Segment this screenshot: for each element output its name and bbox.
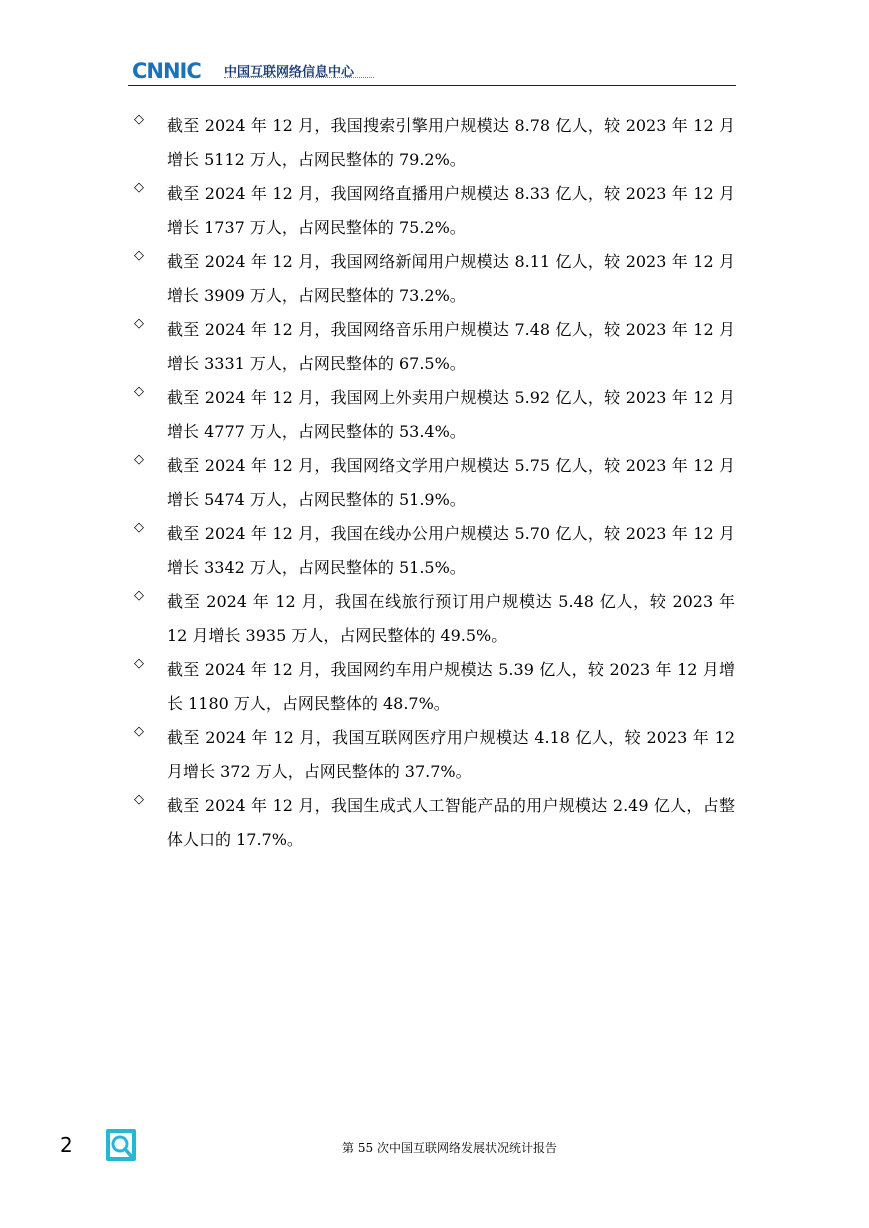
diamond-bullet-icon: ◇ (134, 112, 144, 127)
list-item-text: 截至 2024 年 12 月，我国互联网医疗用户规模达 4.18 亿人，较 2023 年 12 月增长 372 万人，占网民整体的 37.7%。 (167, 728, 735, 781)
page-number: 2 (60, 1133, 73, 1157)
diamond-bullet-icon: ◇ (134, 520, 144, 535)
statistics-list (134, 109, 736, 857)
diamond-bullet-icon: ◇ (134, 588, 144, 603)
list-item (134, 585, 736, 653)
list-item-text: 截至 2024 年 12 月，我国网上外卖用户规模达 5.92 亿人，较 2023 年 12 月增长 4777 万人，占网民整体的 53.4%。 (167, 388, 735, 441)
report-title: 第 55 次中国互联网络发展状况统计报告 (342, 1141, 557, 1155)
list-item (134, 177, 736, 245)
list-item (134, 313, 736, 381)
list-item-text: 截至 2024 年 12 月，我国生成式人工智能产品的用户规模达 2.49 亿人，占整体人口的 17.7%。 (167, 796, 735, 849)
diamond-bullet-icon: ◇ (134, 384, 144, 399)
org-name-en-decoration (224, 77, 374, 81)
list-item-text: 截至 2024 年 12 月，我国网络音乐用户规模达 7.48 亿人，较 2023 年 12 月增长 3331 万人，占网民整体的 67.5%。 (167, 320, 735, 373)
list-item-text: 截至 2024 年 12 月，我国网络文学用户规模达 5.75 亿人，较 2023 年 12 月增长 5474 万人，占网民整体的 51.9%。 (167, 456, 735, 509)
list-item (134, 517, 736, 585)
list-item (134, 245, 736, 313)
diamond-bullet-icon: ◇ (134, 316, 144, 331)
list-item (134, 653, 736, 721)
list-item-text: 截至 2024 年 12 月，我国在线办公用户规模达 5.70 亿人，较 2023 年 12 月增长 3342 万人，占网民整体的 51.5%。 (167, 524, 735, 577)
diamond-bullet-icon: ◇ (134, 724, 144, 739)
list-item (134, 381, 736, 449)
diamond-bullet-icon: ◇ (134, 452, 144, 467)
list-item-text: 截至 2024 年 12 月，我国网约车用户规模达 5.39 亿人，较 2023 年 12 月增长 1180 万人，占网民整体的 48.7%。 (167, 660, 735, 713)
list-item (134, 449, 736, 517)
list-item-text: 截至 2024 年 12 月，我国在线旅行预订用户规模达 5.48 亿人，较 2023 年 12 月增长 3935 万人，占网民整体的 49.5%。 (167, 592, 735, 645)
cnnic-logo: CNNIC (132, 59, 201, 83)
diamond-bullet-icon: ◇ (134, 656, 144, 671)
list-item-text: 截至 2024 年 12 月，我国网络直播用户规模达 8.33 亿人，较 2023 年 12 月增长 1737 万人，占网民整体的 75.2%。 (167, 184, 735, 237)
page-header (128, 58, 736, 86)
diamond-bullet-icon: ◇ (134, 180, 144, 195)
list-item (134, 109, 736, 177)
list-item-text: 截至 2024 年 12 月，我国网络新闻用户规模达 8.11 亿人，较 2023 年 12 月增长 3909 万人，占网民整体的 73.2%。 (167, 252, 735, 305)
list-item (134, 789, 736, 857)
list-item-text: 截至 2024 年 12 月，我国搜索引擎用户规模达 8.78 亿人，较 2023 年 12 月增长 5112 万人，占网民整体的 79.2%。 (167, 116, 735, 169)
org-name-cn: 中国互联网络信息中心 (224, 65, 355, 80)
list-item (134, 721, 736, 789)
diamond-bullet-icon: ◇ (134, 792, 144, 807)
diamond-bullet-icon: ◇ (134, 248, 144, 263)
